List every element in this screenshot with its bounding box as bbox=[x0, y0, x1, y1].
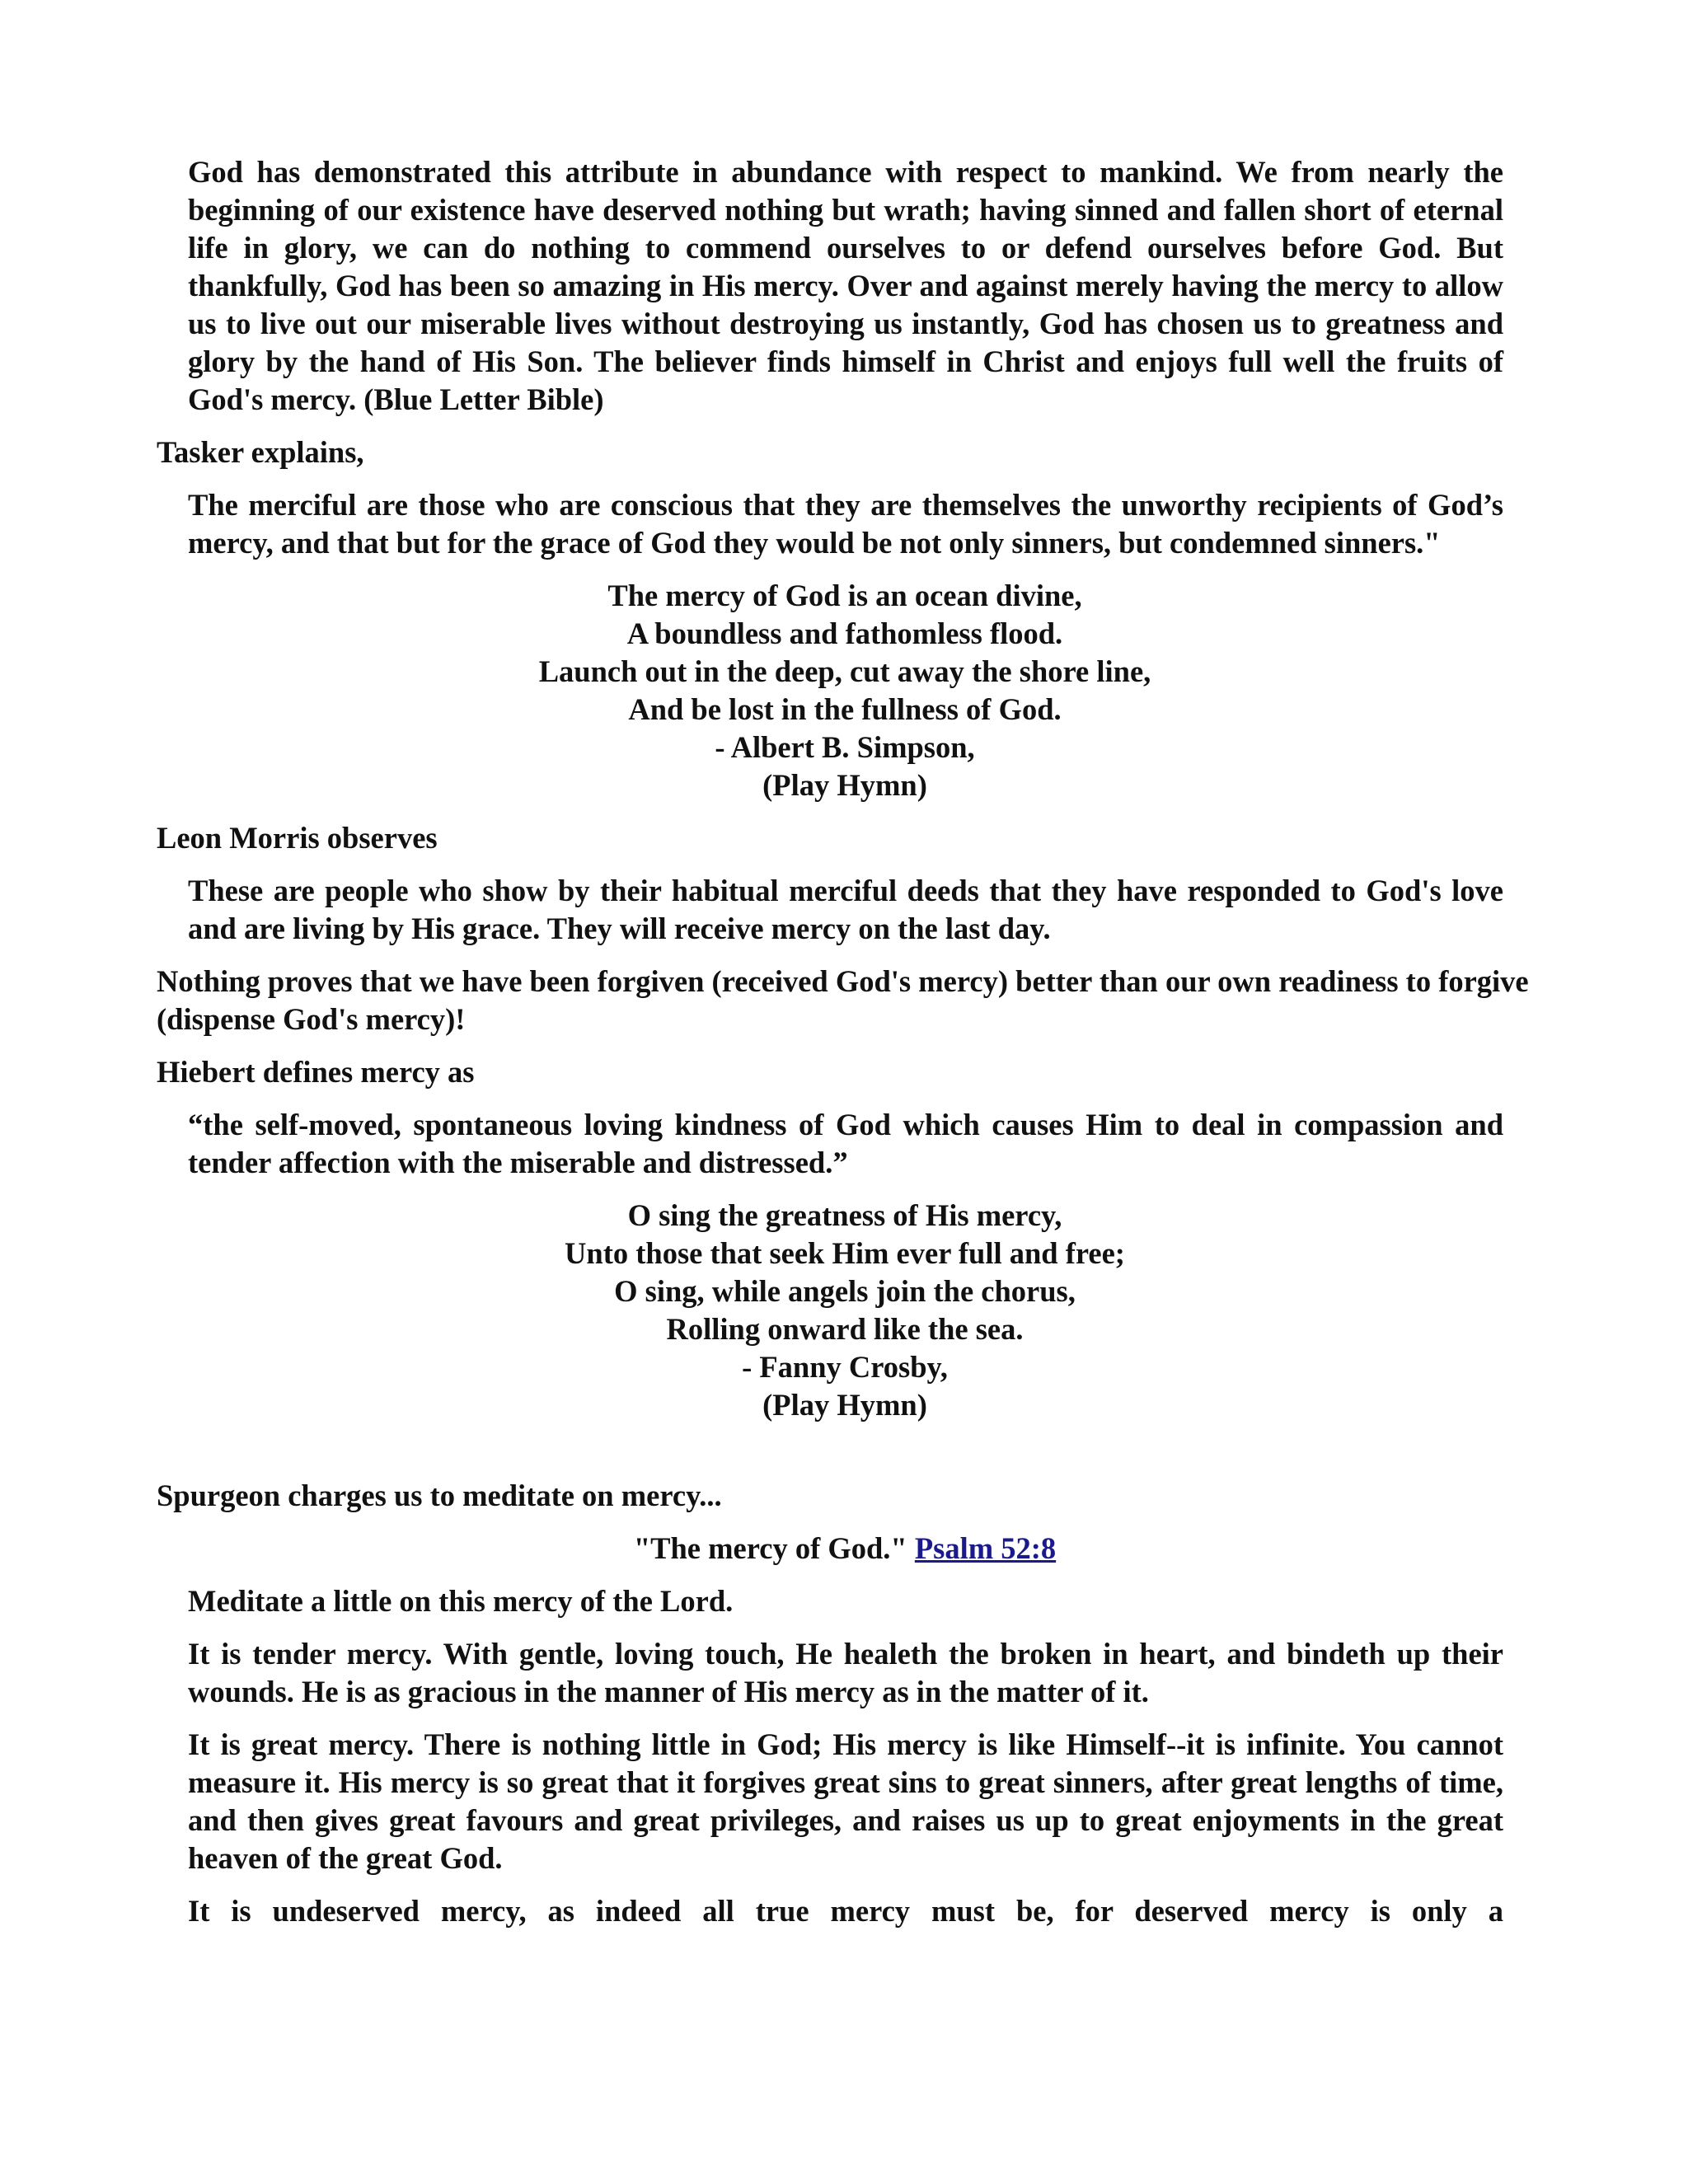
morris-intro: Leon Morris observes bbox=[157, 821, 438, 855]
morris-quote: These are people who show by their habitual merciful deeds that they have responded to God's love and are living by His grace. They will receive mercy on the last day. bbox=[188, 874, 1503, 945]
tasker-intro: Tasker explains, bbox=[157, 435, 364, 469]
verse-text: "The mercy of God." bbox=[633, 1531, 907, 1565]
play-hymn-link[interactable]: (Play Hymn) bbox=[762, 1388, 927, 1422]
hymn-line: Launch out in the deep, cut away the shore line, bbox=[538, 654, 1151, 688]
undeserved-mercy-paragraph: It is undeserved mercy, as indeed all true mercy must be, for deserved mercy is only a bbox=[188, 1894, 1503, 1928]
hymn-line: Unto those that seek Him ever full and free; bbox=[565, 1236, 1125, 1270]
hymn-author: - Fanny Crosby, bbox=[742, 1350, 948, 1384]
psalm-link[interactable]: Psalm 52:8 bbox=[914, 1531, 1057, 1565]
forgiven-paragraph: Nothing proves that we have been forgiven (received God's mercy) better than our own readiness to forgive (dispense God's mercy)! bbox=[157, 964, 1529, 1036]
meditate-line: Meditate a little on this mercy of the Lord. bbox=[188, 1584, 734, 1618]
tasker-quote: The merciful are those who are conscious that they are themselves the unworthy recipients of God’s mercy, and that but for the grace of God they would be not only sinners, but condemned sinners." bbox=[188, 488, 1503, 560]
verse-reference bbox=[157, 1530, 1533, 1568]
hymn-line: A boundless and fathomless flood. bbox=[626, 616, 1063, 650]
section-spacer bbox=[157, 1439, 1533, 1477]
document-page bbox=[157, 153, 1533, 1930]
hymn-author: - Albert B. Simpson, bbox=[715, 730, 975, 764]
hymn-line: Rolling onward like the sea. bbox=[666, 1312, 1024, 1346]
hiebert-quote: “the self-moved, spontaneous loving kindness of God which causes Him to deal in compassion and tender affection with the miserable and distressed.” bbox=[188, 1108, 1503, 1179]
hiebert-intro: Hiebert defines mercy as bbox=[157, 1055, 475, 1089]
simpson-hymn bbox=[157, 577, 1533, 804]
hymn-line: And be lost in the fullness of God. bbox=[628, 692, 1062, 726]
hymn-line: O sing the greatness of His mercy, bbox=[627, 1198, 1062, 1232]
crosby-hymn bbox=[157, 1197, 1533, 1424]
tender-mercy-paragraph: It is tender mercy. With gentle, loving touch, He healeth the broken in heart, and bindeth up their wounds. He is as gracious in the manner of His mercy as in the matter of it. bbox=[188, 1637, 1503, 1708]
hymn-line: O sing, while angels join the chorus, bbox=[614, 1274, 1076, 1308]
hymn-line: The mercy of God is an ocean divine, bbox=[607, 579, 1082, 612]
blue-letter-bible-quote: God has demonstrated this attribute in abundance with respect to mankind. We from nearly the beginning of our existence have deserved nothing but wrath; having sinned and fallen short of eternal life in glory, we can do nothing to commend ourselves to or defend ourselves before God. But thankfully, God has been so amazing in His mercy. Over and against merely having the mercy to allow us to live out our miserable lives without destroying us instantly, God has chosen us to greatness and glory by the hand of His Son. The believer finds himself in Christ and enjoys full well the fruits of God's mercy. (Blue Letter Bible) bbox=[188, 155, 1503, 416]
play-hymn-link[interactable]: (Play Hymn) bbox=[762, 768, 927, 802]
great-mercy-paragraph: It is great mercy. There is nothing little in God; His mercy is like Himself--it is infinite. You cannot measure it. His mercy is so great that it forgives great sins to great sinners, after great lengths of time, and then gives great favours and great privileges, and raises us up to great enjoyments in the great heaven of the great God. bbox=[188, 1727, 1503, 1875]
spurgeon-intro: Spurgeon charges us to meditate on mercy... bbox=[157, 1479, 722, 1512]
